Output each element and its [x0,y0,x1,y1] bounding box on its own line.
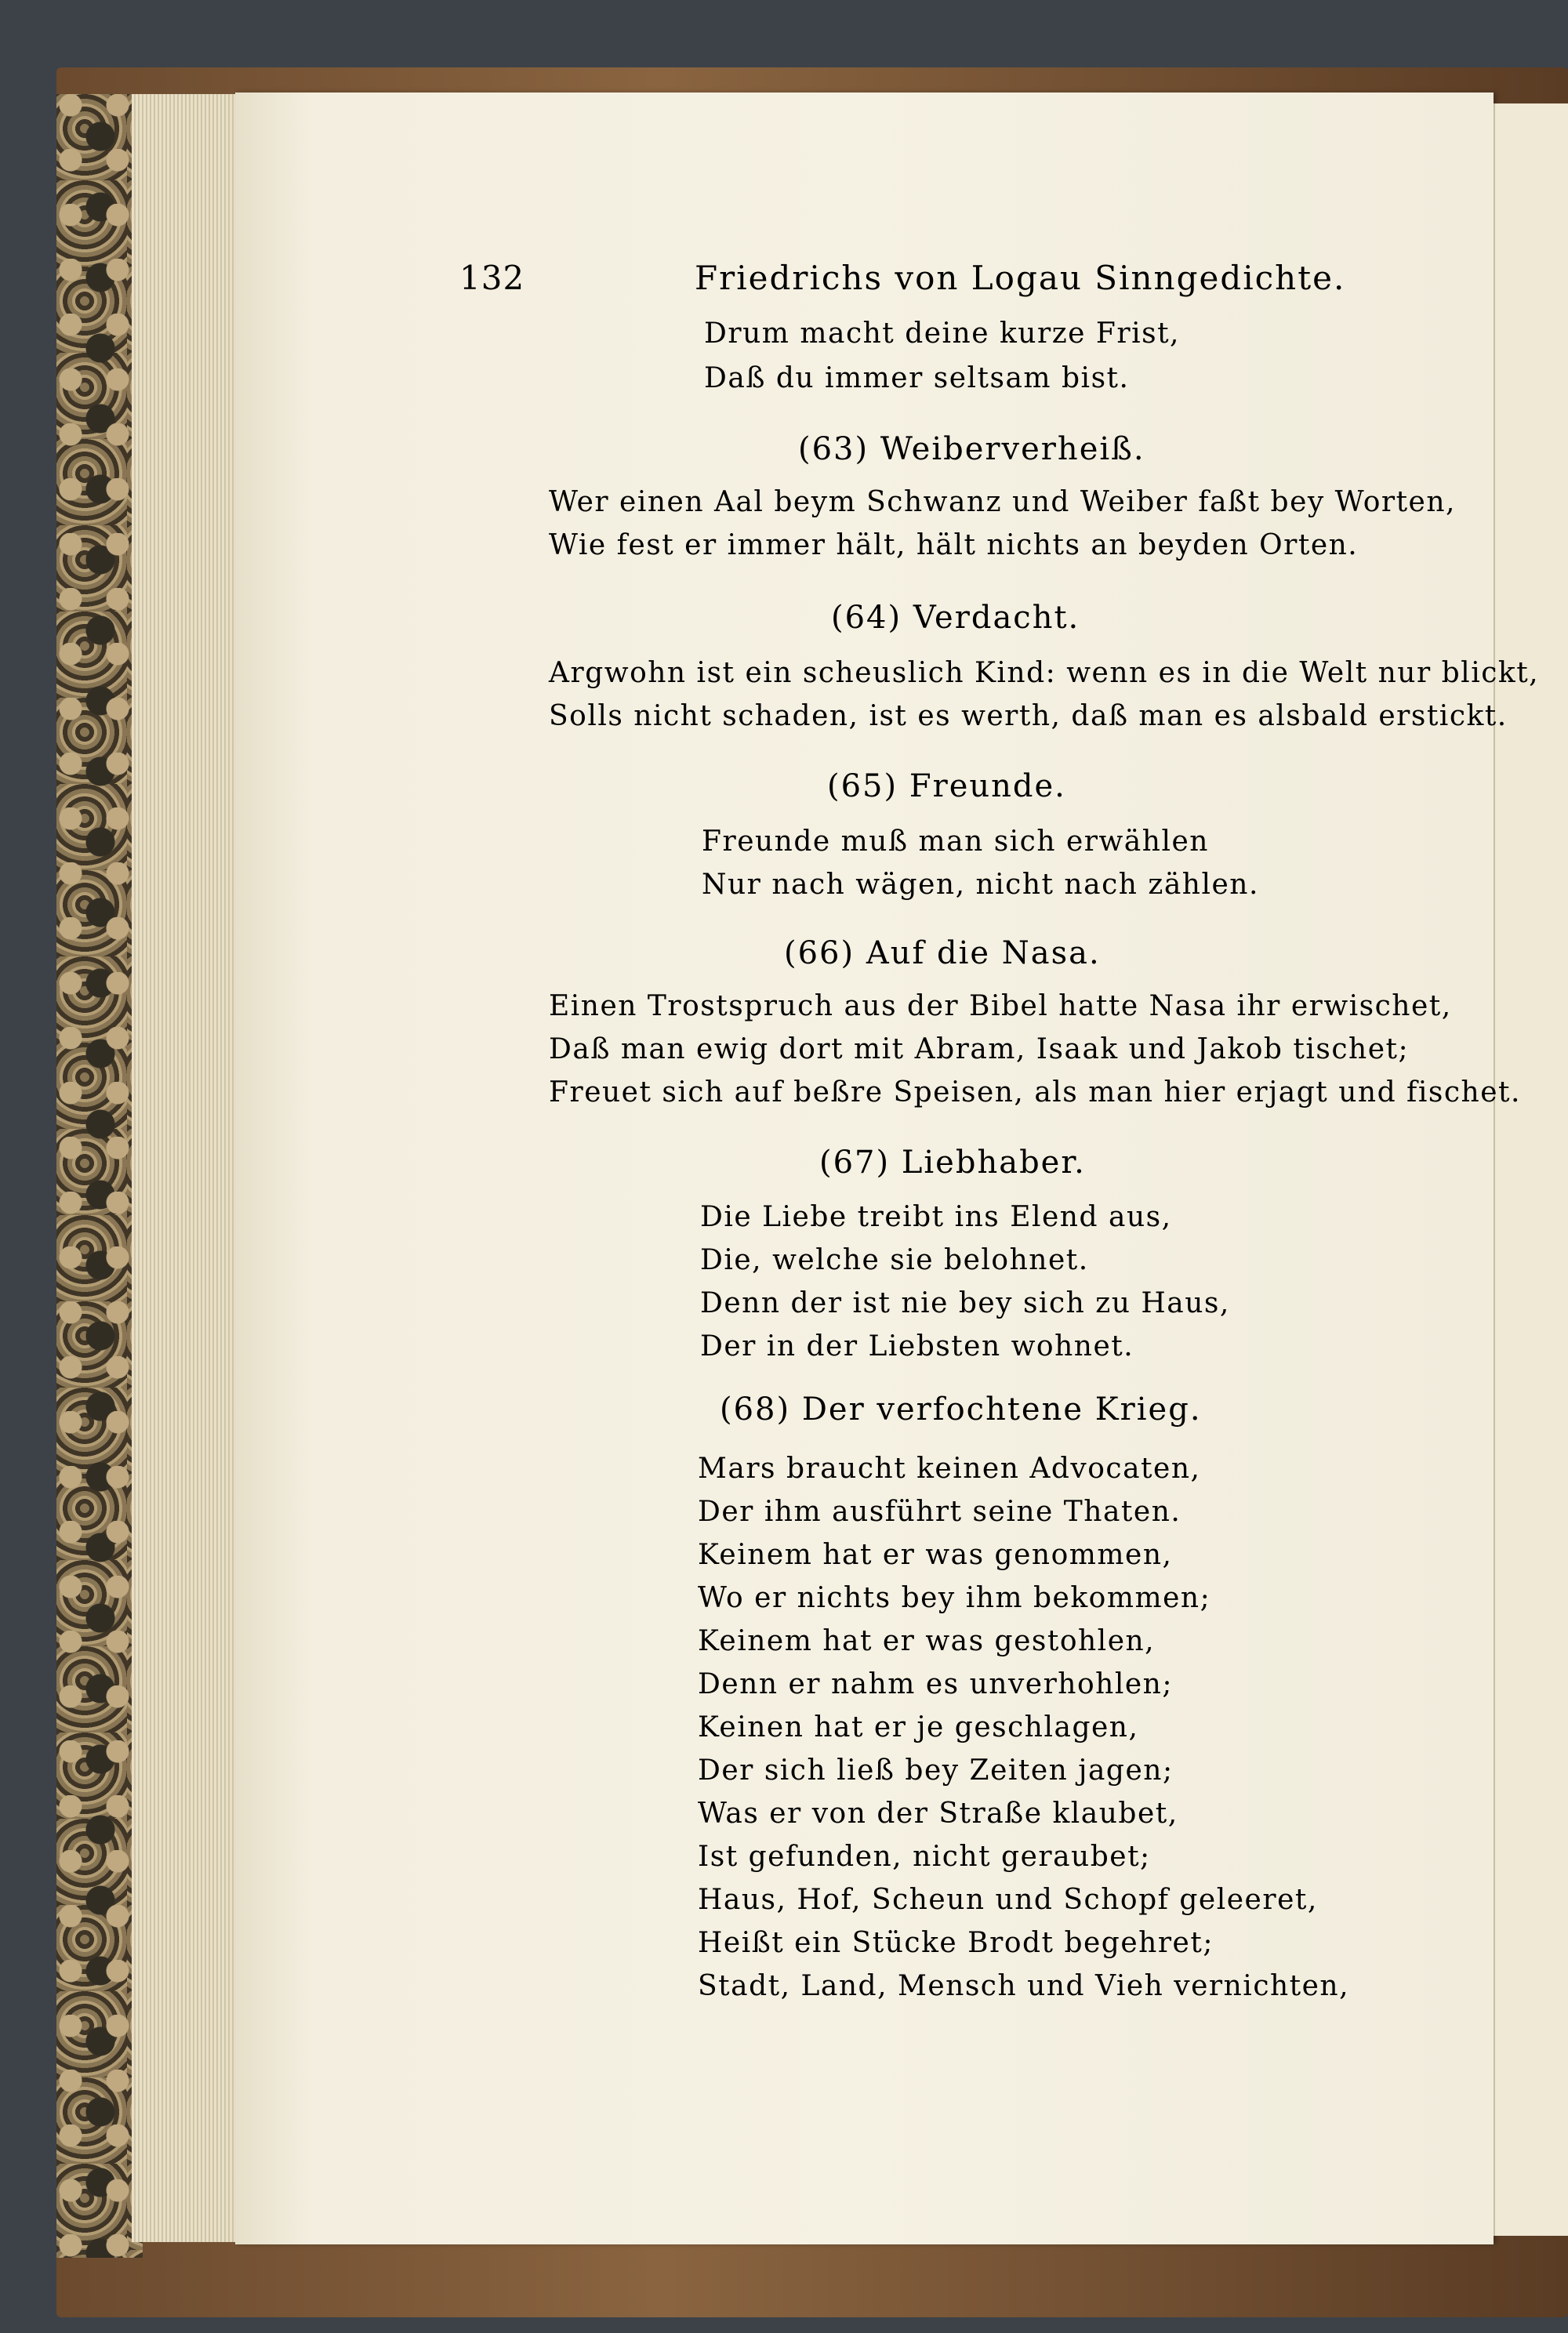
verse-line: Wie fest er immer hält, hält nichts an beyden Orten. [549,529,1359,561]
verse-line: Die Liebe treibt ins Elend aus, [700,1201,1172,1233]
verse-line: Wo er nichts bey ihm bekommen; [698,1582,1211,1614]
verse-line: Der sich ließ bey Zeiten jagen; [698,1754,1174,1787]
verse-line: Der ihm ausführt seine Thaten. [698,1496,1181,1528]
running-title: Friedrichs von Logau Sinngedichte. [695,259,1346,297]
verse-line: Ist gefunden, nicht geraubet; [698,1841,1151,1873]
verse-line: Denn er nahm es unverhohlen; [698,1668,1173,1700]
verse-line: Wer einen Aal beym Schwanz und Weiber faßt bey Worten, [549,486,1456,518]
verse-line: Keinen hat er je geschlagen, [698,1711,1139,1743]
verse-line: Denn der ist nie bey sich zu Haus, [700,1287,1230,1319]
marbled-binding [56,94,143,2258]
verse-line: Drum macht deine kurze Frist, [704,317,1181,350]
epigram-title: (68) Der verfochtene Krieg. [720,1391,1202,1428]
page-header [459,259,1400,306]
verse-line: Heißt ein Stücke Brodt begehret; [698,1927,1214,1959]
epigram-title: (66) Auf die Nasa. [784,935,1101,971]
verse-line: Einen Trostspruch aus der Bibel hatte Nasa ihr erwischet, [549,990,1452,1022]
verse-line: Nur nach wägen, nicht nach zählen. [702,869,1259,901]
page-edges [132,94,249,2242]
verse-line: Mars braucht keinen Advocaten, [698,1453,1201,1485]
verse-line: Stadt, Land, Mensch und Vieh vernichten, [698,1970,1350,2002]
verse-line: Keinem hat er was gestohlen, [698,1625,1156,1657]
facing-page-edge [1494,103,1568,2236]
verse-line: Freuet sich auf beßre Speisen, als man hier erjagt und fischet. [549,1076,1521,1108]
page-number: 132 [459,259,525,297]
verse-line: Freunde muß man sich erwählen [702,825,1209,858]
verse-line: Haus, Hof, Scheun und Schopf geleeret, [698,1884,1318,1916]
epigram-title: (65) Freunde. [827,768,1066,804]
epigram-title: (63) Weiberverheiß. [798,431,1145,467]
verse-line: Daß man ewig dort mit Abram, Isaak und Jakob tischet; [549,1033,1410,1065]
verse-line: Der in der Liebsten wohnet. [700,1330,1134,1362]
verse-line: Argwohn ist ein scheuslich Kind: wenn es in die Welt nur blickt, [549,657,1540,689]
verse-line: Die, welche sie belohnet. [700,1244,1089,1276]
epigram-title: (67) Liebhaber. [819,1145,1086,1181]
verse-line: Was er von der Straße klaubet, [698,1798,1178,1830]
epigram-title: (64) Verdacht. [831,600,1080,636]
verse-line: Daß du immer seltsam bist. [704,362,1130,394]
verse-line: Solls nicht schaden, ist es werth, daß man es alsbald erstickt. [549,700,1508,732]
verse-line: Keinem hat er was genommen, [698,1539,1173,1571]
